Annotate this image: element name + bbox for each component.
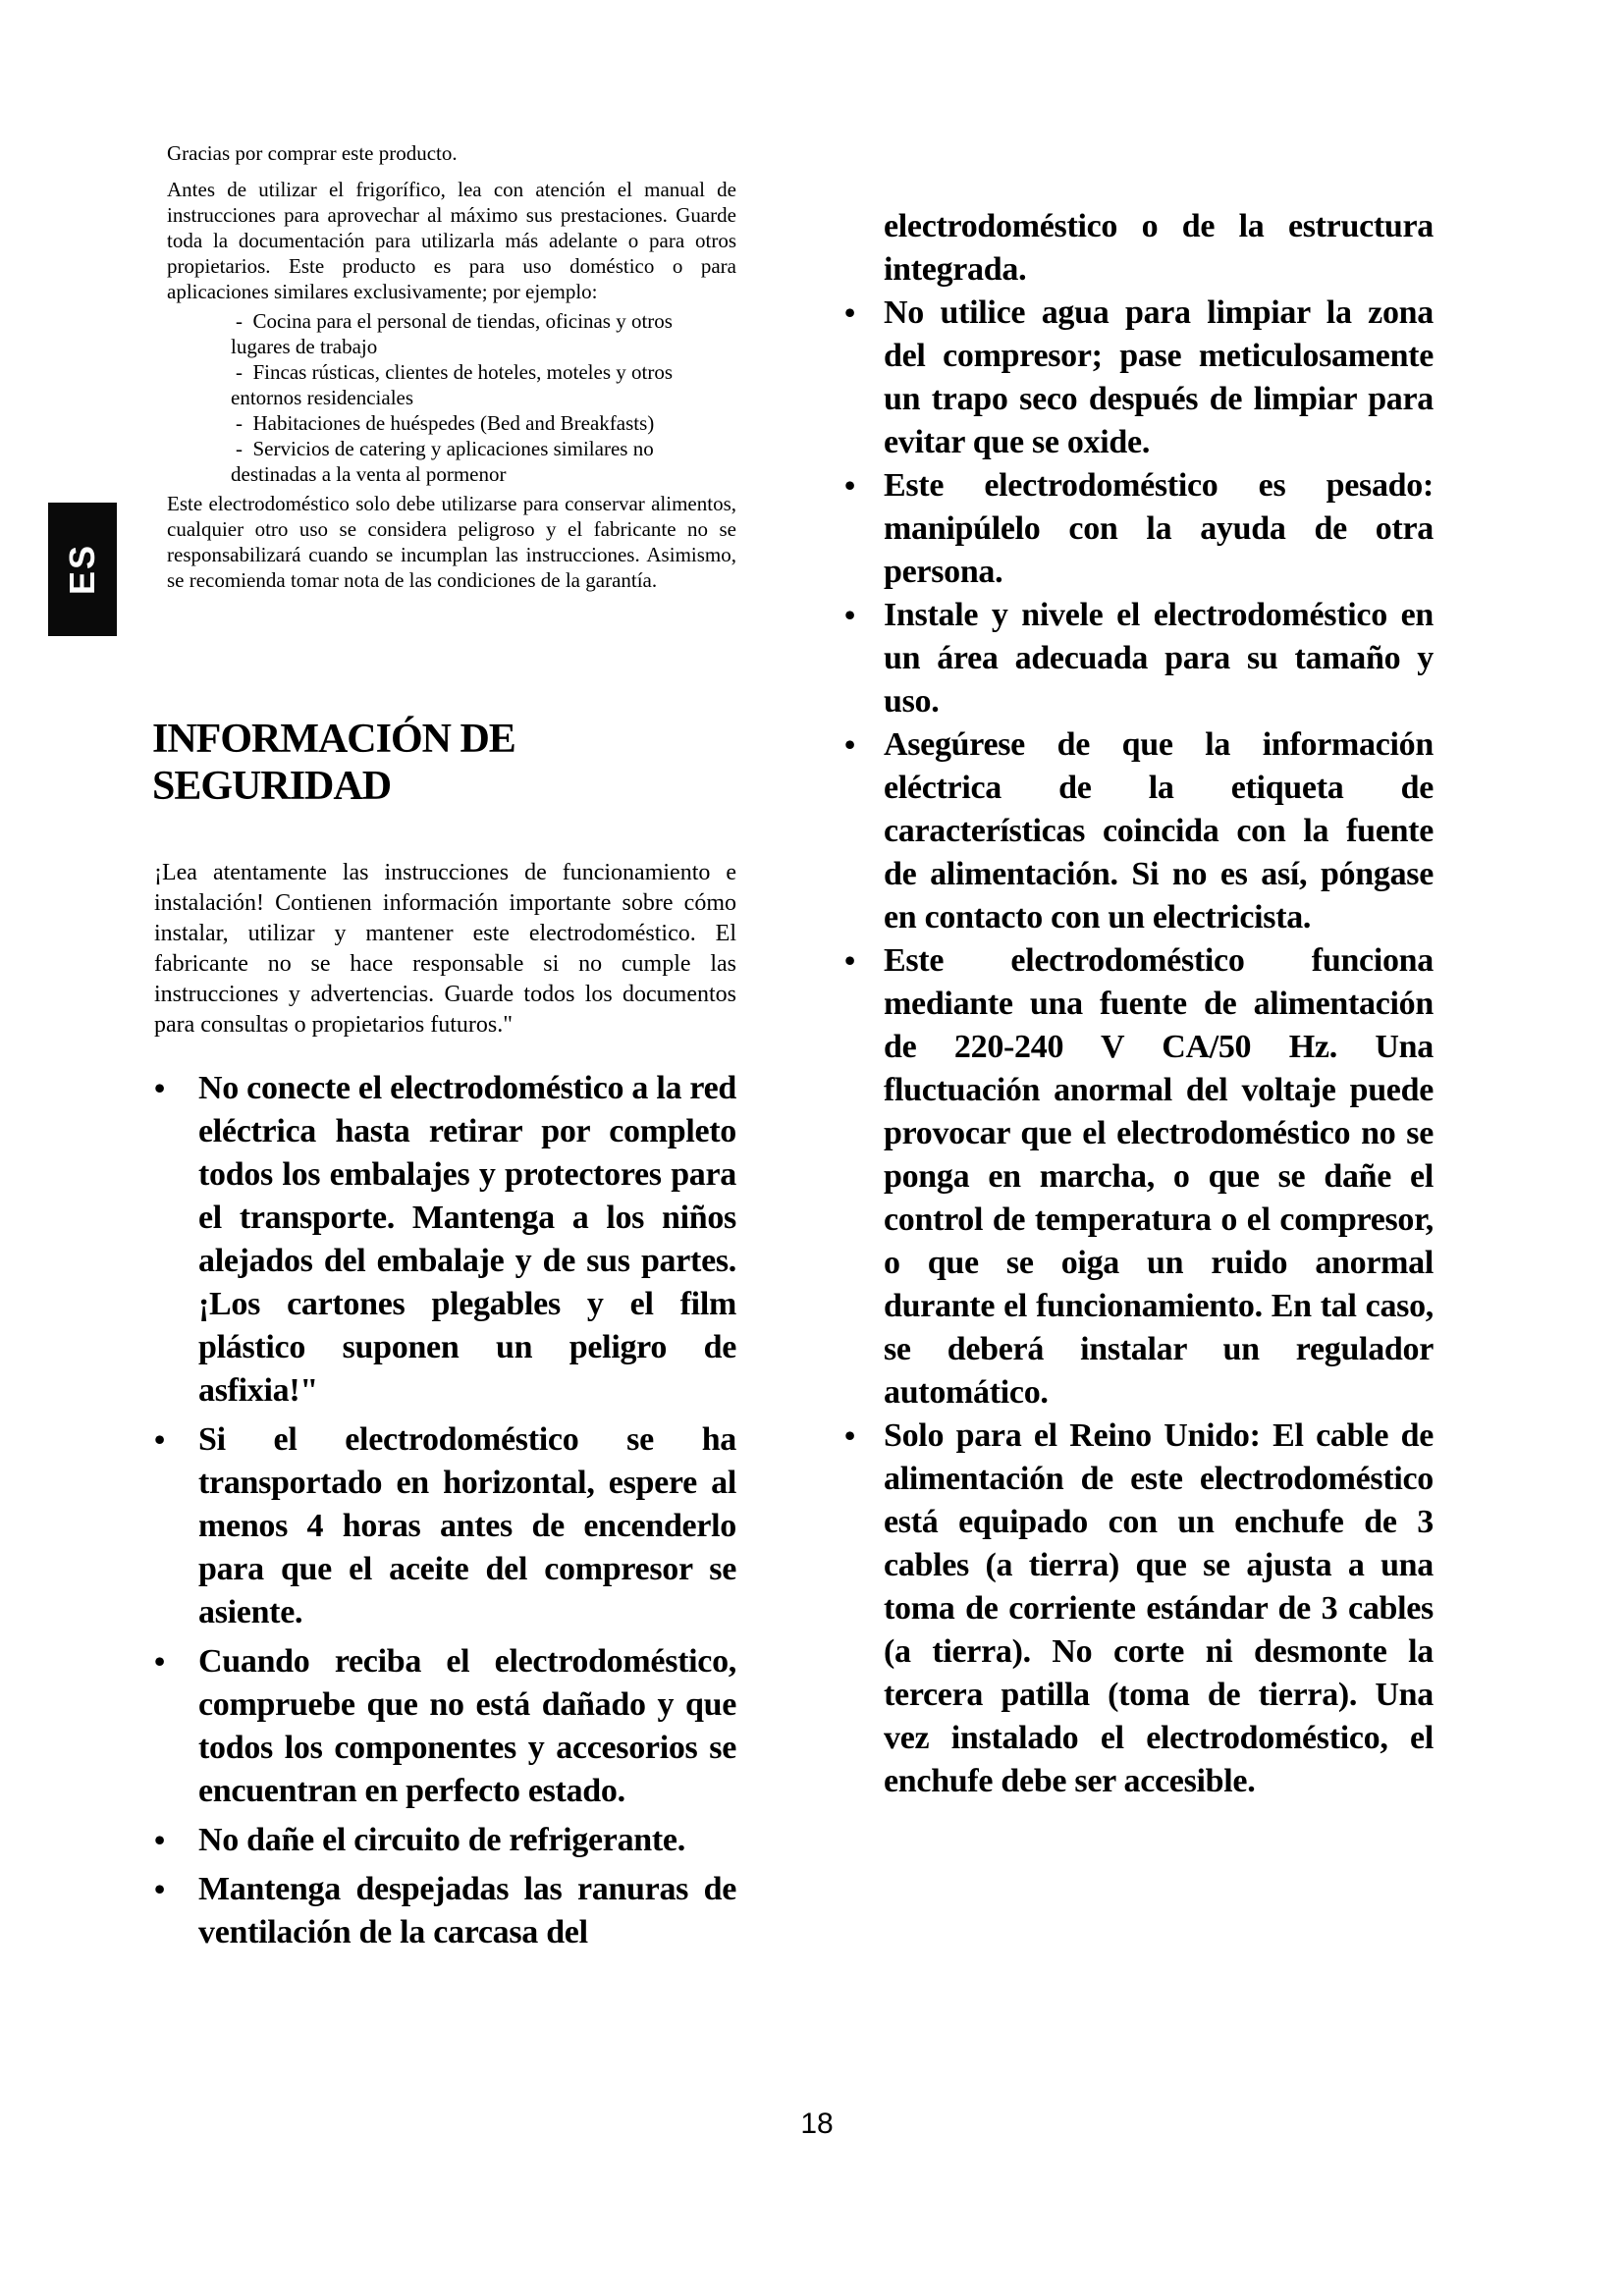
safety-item: • Este electrodoméstico es pesado: manipúlelo con la ayuda de otra persona. — [844, 464, 1434, 594]
list-item: - Habitaciones de huéspedes (Bed and Breakfasts) — [152, 410, 736, 436]
safety-item: • No utilice agua para limpiar la zona del compresor; pase meticulosamente un trapo seco después de limpiar para evitar que se oxide. — [844, 292, 1434, 464]
list-item: - Cocina para el personal de tiendas, oficinas y otros lugares de trabajo — [152, 308, 736, 359]
safety-item: • Cuando reciba el electrodoméstico, compruebe que no está dañado y que todos los componentes y accesorios se encuentran en perfecto estado. — [152, 1640, 736, 1813]
list-item: - Fincas rústicas, clientes de hoteles, moteles y otros entornos residenciales — [152, 359, 736, 410]
safety-item: • Instale y nivele el electrodoméstico en un área adecuada para su tamaño y uso. — [844, 594, 1434, 723]
lead-paragraph: ¡Lea atentamente las instrucciones de funcionamiento e instalación! Contienen información importante sobre cómo instalar, utilizar y mantener este electrodoméstico. El fabricante no se hace responsable si no cumple las instrucciones y advertencias. Guarde todos los documentos para consultas o propietarios futuros." — [154, 860, 736, 1038]
continuation-text: electrodoméstico o de la estructura integrada. — [884, 208, 1434, 288]
safety-item: • Asegúrese de que la información eléctrica de la etiqueta de características coincida con la fuente de alimentación. Si no es así, póngase en contacto con un electricista. — [844, 723, 1434, 939]
safety-item: • Este electrodoméstico funciona mediante una fuente de alimentación de 220-240 V CA/50 Hz. Una fluctuación anormal del voltaje puede provocar que el electrodoméstico no se ponga en marcha, o que se dañe el control de temperatura o el compresor, o que se oiga un ruido anormal durante el funcionamiento. En tal caso, se deberá instalar un regulador automático. — [844, 939, 1434, 1415]
left-column — [152, 140, 736, 1954]
section-title: INFORMACIÓN DE SEGURIDAD — [152, 717, 515, 809]
safety-item: • No dañe el circuito de refrigerante. — [152, 1819, 736, 1862]
safety-item: • Solo para el Reino Unido: El cable de alimentación de este electrodoméstico está equipado con un enchufe de 3 cables (a tierra) que se ajusta a una toma de corriente estándar de 3 cables (a tierra). No corte ni desmonte la tercera patilla (toma de tierra). Una vez instalado el electrodoméstico, el enchufe debe ser accesible. — [844, 1415, 1434, 1803]
usage-examples-list — [152, 308, 736, 487]
food-only-paragraph: Este electrodoméstico solo debe utilizarse para conservar alimentos, cualquier otro uso se considera peligroso y el fabricante no se responsabilizará cuando se incumplan las instrucciones. Asimismo, se recomienda tomar nota de las condiciones de la garantía. — [167, 492, 736, 592]
language-tab-label: ES — [62, 543, 102, 596]
page-number: 18 — [800, 2108, 834, 2140]
language-tab — [48, 503, 117, 636]
before-use-paragraph: Antes de utilizar el frigorífico, lea con atención el manual de instrucciones para aprovechar al máximo sus prestaciones. Guarde toda la documentación para utilizarla más adelante o para otros propietarios. Este producto es para uso doméstico o para aplicaciones similares exclusivamente; por ejemplo: — [167, 178, 736, 303]
thanks-text: Gracias por comprar este producto. — [167, 141, 458, 165]
list-item: - Servicios de catering y aplicaciones similares no destinadas a la venta al pormenor — [152, 436, 736, 487]
safety-list-right — [844, 292, 1434, 1803]
safety-item: • No conecte el electrodoméstico a la red eléctrica hasta retirar por completo todos los embalajes y protectores para el transporte. Mantenga a los niños alejados del embalaje y de sus partes. ¡Los cartones plegables y el film plástico suponen un peligro de asfixia!" — [152, 1067, 736, 1413]
safety-item: • Mantenga despejadas las ranuras de ventilación de la carcasa del — [152, 1868, 736, 1954]
safety-item: • Si el electrodoméstico se ha transportado en horizontal, espere al menos 4 horas antes de encenderlo para que el aceite del compresor se asiente. — [152, 1418, 736, 1634]
right-column — [844, 205, 1434, 1803]
safety-list-left — [152, 1067, 736, 1954]
